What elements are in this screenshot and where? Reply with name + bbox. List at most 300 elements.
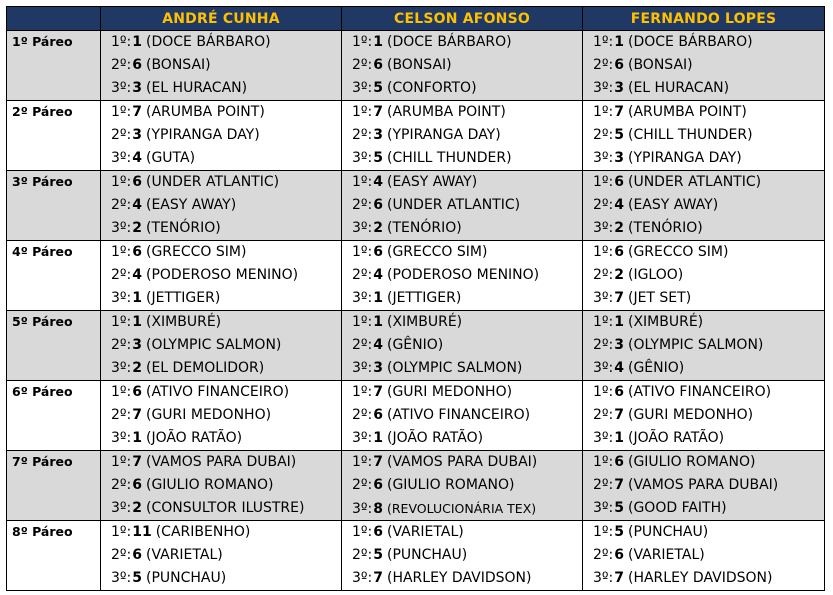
horse-number: 7 — [614, 290, 624, 306]
race-label: 8º Páreo — [7, 521, 101, 591]
race-label: 2º Páreo — [7, 101, 101, 171]
horse-number: 6 — [614, 244, 624, 260]
horse-number: 8 — [373, 501, 383, 517]
horse-number: 5 — [614, 127, 624, 143]
tipster-picks-cell — [342, 311, 583, 381]
header-tipster: CELSON AFONSO — [342, 7, 583, 31]
pick-position: 2º: — [593, 57, 614, 73]
pick-position: 3º: — [352, 220, 373, 236]
pick-position: 3º: — [593, 430, 614, 446]
horse-number: 1 — [373, 290, 383, 306]
horse-number: 5 — [373, 80, 383, 96]
pick-line — [101, 147, 341, 170]
horse-number: 3 — [132, 80, 142, 96]
horse-number: 1 — [614, 314, 624, 330]
horse-name: (GURI MEDONHO) — [145, 407, 272, 423]
pick-line — [101, 427, 341, 450]
horse-name: (JOÃO RATÃO) — [386, 430, 484, 446]
horse-number: 2 — [614, 267, 624, 283]
pick-line — [342, 497, 582, 520]
tipster-picks-cell — [101, 311, 342, 381]
pick-position: 2º: — [352, 547, 373, 563]
pick-line — [583, 497, 824, 520]
pick-position: 1º: — [352, 174, 373, 190]
horse-number: 4 — [132, 197, 142, 213]
pick-line — [583, 404, 824, 427]
horse-number: 1 — [373, 34, 383, 50]
pick-line — [101, 194, 341, 217]
horse-number: 1 — [132, 430, 142, 446]
pick-position: 3º: — [593, 150, 614, 166]
header-row — [7, 7, 825, 31]
pick-position: 1º: — [111, 314, 132, 330]
pick-position: 1º: — [352, 34, 373, 50]
pick-position: 3º: — [111, 430, 132, 446]
horse-number: 2 — [132, 360, 142, 376]
pick-position: 1º: — [593, 104, 614, 120]
horse-number: 3 — [132, 127, 142, 143]
horse-number: 2 — [132, 500, 142, 516]
horse-name: (GRECCO SIM) — [627, 244, 729, 260]
pick-position: 2º: — [352, 407, 373, 423]
pick-line — [101, 474, 341, 497]
pick-line — [342, 521, 582, 544]
header-corner — [7, 7, 101, 31]
header-tipster: FERNANDO LOPES — [583, 7, 825, 31]
horse-number: 6 — [373, 524, 383, 540]
horse-name: (PODEROSO MENINO) — [145, 267, 299, 283]
horse-number: 3 — [132, 337, 142, 353]
pick-position: 3º: — [352, 360, 373, 376]
pick-line — [101, 567, 341, 590]
horse-number: 4 — [614, 360, 624, 376]
horse-number: 4 — [373, 337, 383, 353]
pick-position: 1º: — [593, 174, 614, 190]
horse-number: 6 — [132, 384, 142, 400]
horse-name: (BONSAI) — [145, 57, 211, 73]
horse-number: 1 — [132, 34, 142, 50]
pick-position: 2º: — [593, 197, 614, 213]
tips-table — [6, 6, 825, 591]
horse-name: (ARUMBA POINT) — [145, 104, 265, 120]
pick-position: 3º: — [593, 290, 614, 306]
tipster-picks-cell — [583, 31, 825, 101]
pick-position: 2º: — [111, 57, 132, 73]
pick-position: 2º: — [352, 127, 373, 143]
horse-name: (JET SET) — [627, 290, 692, 306]
horse-number: 4 — [132, 267, 142, 283]
pick-line — [101, 171, 341, 194]
horse-number: 6 — [614, 547, 624, 563]
pick-line — [583, 521, 824, 544]
pick-line — [342, 427, 582, 450]
horse-name: (GRECCO SIM) — [145, 244, 247, 260]
pick-line — [583, 101, 824, 124]
horse-name: (TENÓRIO) — [145, 220, 221, 236]
pick-position: 3º: — [593, 570, 614, 586]
race-label: 1º Páreo — [7, 31, 101, 101]
horse-number: 6 — [132, 244, 142, 260]
pick-position: 3º: — [111, 220, 132, 236]
horse-name: (CHILL THUNDER) — [627, 127, 753, 143]
horse-name: (VAMOS PARA DUBAI) — [386, 454, 538, 470]
race-row — [7, 311, 825, 381]
horse-number: 7 — [132, 454, 142, 470]
race-row — [7, 521, 825, 591]
pick-position: 1º: — [111, 384, 132, 400]
horse-name: (XIMBURÉ) — [386, 314, 463, 330]
horse-name: (UNDER ATLANTIC) — [386, 197, 521, 213]
tipster-picks-cell — [101, 31, 342, 101]
pick-line — [583, 264, 824, 287]
horse-name: (PUNCHAU) — [627, 524, 709, 540]
pick-position: 1º: — [593, 384, 614, 400]
pick-line — [342, 31, 582, 54]
pick-position: 3º: — [111, 80, 132, 96]
horse-number: 7 — [614, 104, 624, 120]
horse-number: 4 — [373, 174, 383, 190]
pick-line — [342, 357, 582, 380]
horse-number: 1 — [132, 314, 142, 330]
tipster-picks-cell — [342, 101, 583, 171]
pick-line — [101, 404, 341, 427]
horse-name: (GURI MEDONHO) — [386, 384, 513, 400]
race-label: 4º Páreo — [7, 241, 101, 311]
pick-line — [342, 264, 582, 287]
pick-position: 1º: — [111, 34, 132, 50]
horse-number: 4 — [132, 150, 142, 166]
horse-number: 1 — [614, 430, 624, 446]
horse-number: 1 — [132, 290, 142, 306]
tipster-picks-cell — [101, 101, 342, 171]
pick-position: 2º: — [593, 547, 614, 563]
pick-position: 2º: — [111, 547, 132, 563]
pick-line — [583, 194, 824, 217]
horse-name: (GIULIO ROMANO) — [386, 477, 515, 493]
horse-name: (XIMBURÉ) — [627, 314, 704, 330]
horse-number: 6 — [373, 244, 383, 260]
horse-name: (CHILL THUNDER) — [386, 150, 512, 166]
pick-line — [101, 357, 341, 380]
pick-position: 1º: — [111, 104, 132, 120]
horse-name: (HARLEY DAVIDSON) — [386, 570, 532, 586]
pick-line — [101, 77, 341, 100]
horse-number: 7 — [132, 407, 142, 423]
pick-line — [583, 147, 824, 170]
pick-position: 1º: — [352, 244, 373, 260]
race-row — [7, 101, 825, 171]
pick-position: 1º: — [593, 524, 614, 540]
horse-name: (VARIETAL) — [386, 524, 464, 540]
tipster-picks-cell — [583, 101, 825, 171]
pick-line — [342, 544, 582, 567]
pick-line — [583, 474, 824, 497]
pick-line — [583, 427, 824, 450]
tipster-picks-cell — [101, 241, 342, 311]
pick-position: 1º: — [111, 454, 132, 470]
horse-name: (GOOD FAITH) — [627, 500, 727, 516]
pick-line — [101, 287, 341, 310]
pick-line — [101, 521, 341, 544]
horse-name: (TENÓRIO) — [386, 220, 462, 236]
horse-number: 6 — [614, 174, 624, 190]
tipster-picks-cell — [101, 521, 342, 591]
pick-line — [342, 567, 582, 590]
pick-line — [342, 311, 582, 334]
pick-line — [342, 217, 582, 240]
horse-name: (EASY AWAY) — [627, 197, 719, 213]
pick-position: 2º: — [593, 337, 614, 353]
horse-number: 6 — [373, 197, 383, 213]
horse-name: (GRECCO SIM) — [386, 244, 488, 260]
pick-line — [342, 451, 582, 474]
pick-position: 3º: — [593, 500, 614, 516]
tipster-picks-cell — [583, 451, 825, 521]
pick-line — [583, 334, 824, 357]
horse-number: 1 — [614, 34, 624, 50]
pick-line — [342, 171, 582, 194]
pick-line — [101, 217, 341, 240]
horse-number: 4 — [614, 197, 624, 213]
tipster-picks-cell — [583, 521, 825, 591]
horse-number: 3 — [614, 337, 624, 353]
pick-line — [342, 124, 582, 147]
horse-number: 4 — [373, 267, 383, 283]
horse-number: 2 — [132, 220, 142, 236]
pick-position: 1º: — [352, 454, 373, 470]
pick-position: 2º: — [111, 267, 132, 283]
horse-name: (HARLEY DAVIDSON) — [627, 570, 773, 586]
pick-line — [342, 101, 582, 124]
pick-position: 1º: — [111, 244, 132, 260]
horse-name: (VAMOS PARA DUBAI) — [145, 454, 297, 470]
pick-line — [101, 241, 341, 264]
horse-name: (PODEROSO MENINO) — [386, 267, 540, 283]
horse-number: 1 — [373, 314, 383, 330]
race-row — [7, 171, 825, 241]
horse-name: (GURI MEDONHO) — [627, 407, 754, 423]
pick-position: 2º: — [111, 477, 132, 493]
horse-name: (GIULIO ROMANO) — [145, 477, 274, 493]
pick-line — [583, 171, 824, 194]
horse-name: (JETTIGER) — [145, 290, 221, 306]
pick-line — [583, 217, 824, 240]
horse-name: (GÊNIO) — [386, 337, 444, 353]
horse-name: (DOCE BÁRBARO) — [145, 34, 271, 50]
pick-line — [101, 124, 341, 147]
tipster-picks-cell — [101, 381, 342, 451]
horse-number: 7 — [614, 570, 624, 586]
pick-line — [101, 54, 341, 77]
pick-line — [583, 31, 824, 54]
pick-line — [342, 474, 582, 497]
horse-name: (ATIVO FINANCEIRO) — [627, 384, 772, 400]
horse-name: (CONFORTO) — [386, 80, 477, 96]
pick-line — [583, 381, 824, 404]
pick-position: 1º: — [352, 104, 373, 120]
pick-line — [583, 287, 824, 310]
horse-name: (YPIRANGA DAY) — [145, 127, 260, 143]
horse-name: (ATIVO FINANCEIRO) — [386, 407, 531, 423]
horse-number: 7 — [373, 384, 383, 400]
pick-position: 3º: — [111, 360, 132, 376]
pick-position: 1º: — [593, 454, 614, 470]
pick-position: 3º: — [352, 290, 373, 306]
horse-number: 5 — [373, 547, 383, 563]
pick-position: 1º: — [352, 384, 373, 400]
pick-position: 2º: — [111, 407, 132, 423]
pick-position: 2º: — [593, 127, 614, 143]
race-label: 5º Páreo — [7, 311, 101, 381]
pick-position: 1º: — [352, 314, 373, 330]
tipster-picks-cell — [342, 381, 583, 451]
horse-number: 3 — [373, 360, 383, 376]
horse-number: 6 — [614, 384, 624, 400]
pick-position: 3º: — [111, 150, 132, 166]
tipster-picks-cell — [342, 31, 583, 101]
horse-name: (ARUMBA POINT) — [386, 104, 506, 120]
race-row — [7, 31, 825, 101]
tipster-picks-cell — [342, 521, 583, 591]
pick-line — [101, 264, 341, 287]
horse-name: (JETTIGER) — [386, 290, 462, 306]
horse-number: 3 — [614, 150, 624, 166]
horse-name: (OLYMPIC SALMON) — [627, 337, 764, 353]
pick-line — [342, 241, 582, 264]
race-row — [7, 241, 825, 311]
pick-position: 2º: — [352, 197, 373, 213]
pick-position: 2º: — [111, 197, 132, 213]
horse-number: 5 — [373, 150, 383, 166]
race-row — [7, 451, 825, 521]
horse-name: (JOÃO RATÃO) — [145, 430, 243, 446]
horse-number: 2 — [614, 220, 624, 236]
pick-line — [342, 194, 582, 217]
tipster-picks-cell — [583, 311, 825, 381]
pick-position: 2º: — [352, 57, 373, 73]
horse-name: (CONSULTOR ILUSTRE) — [145, 500, 305, 516]
pick-line — [583, 77, 824, 100]
horse-name: (CARIBENHO) — [155, 524, 251, 540]
horse-number: 6 — [373, 407, 383, 423]
pick-position: 3º: — [111, 290, 132, 306]
pick-line — [342, 334, 582, 357]
tipster-picks-cell — [342, 171, 583, 241]
horse-number: 5 — [614, 500, 624, 516]
horse-name: (BONSAI) — [627, 57, 693, 73]
pick-position: 1º: — [593, 34, 614, 50]
pick-position: 1º: — [352, 524, 373, 540]
horse-number: 5 — [614, 524, 624, 540]
pick-position: 3º: — [593, 220, 614, 236]
horse-name: (IGLOO) — [627, 267, 684, 283]
pick-position: 3º: — [352, 150, 373, 166]
tipster-picks-cell — [101, 171, 342, 241]
pick-position: 2º: — [111, 127, 132, 143]
header-tipster: ANDRÉ CUNHA — [101, 7, 342, 31]
horse-number: 6 — [373, 477, 383, 493]
horse-number: 6 — [373, 57, 383, 73]
horse-name: (EL DEMOLIDOR) — [145, 360, 265, 376]
pick-line — [583, 311, 824, 334]
horse-name: (GIULIO ROMANO) — [627, 454, 756, 470]
tipster-picks-cell — [583, 241, 825, 311]
horse-name: (EL HURACAN) — [145, 80, 248, 96]
horse-name: (VAMOS PARA DUBAI) — [627, 477, 779, 493]
pick-position: 3º: — [111, 500, 132, 516]
horse-number: 3 — [373, 127, 383, 143]
pick-line — [342, 77, 582, 100]
pick-line — [583, 54, 824, 77]
pick-position: 2º: — [352, 267, 373, 283]
horse-number: 7 — [132, 104, 142, 120]
horse-number: 11 — [132, 524, 152, 540]
horse-name: (BONSAI) — [386, 57, 452, 73]
horse-name: (PUNCHAU) — [145, 570, 227, 586]
horse-name: (VARIETAL) — [627, 547, 705, 563]
horse-name: (EASY AWAY) — [145, 197, 237, 213]
horse-name: (GUTA) — [145, 150, 196, 166]
horse-name: (REVOLUCIONÁRIA TEX) — [386, 501, 537, 516]
pick-line — [101, 544, 341, 567]
pick-position: 2º: — [352, 477, 373, 493]
horse-name: (UNDER ATLANTIC) — [145, 174, 280, 190]
pick-line — [101, 31, 341, 54]
pick-position: 2º: — [593, 477, 614, 493]
horse-number: 7 — [614, 477, 624, 493]
tipster-picks-cell — [583, 171, 825, 241]
tipster-picks-cell — [342, 451, 583, 521]
horse-name: (TENÓRIO) — [627, 220, 703, 236]
pick-line — [342, 147, 582, 170]
pick-line — [101, 334, 341, 357]
horse-name: (GÊNIO) — [627, 360, 685, 376]
pick-line — [583, 357, 824, 380]
horse-number: 1 — [373, 430, 383, 446]
pick-line — [342, 381, 582, 404]
pick-line — [342, 404, 582, 427]
horse-name: (JOÃO RATÃO) — [627, 430, 725, 446]
pick-position: 1º: — [111, 524, 132, 540]
pick-line — [583, 544, 824, 567]
pick-line — [583, 124, 824, 147]
pick-position: 3º: — [111, 570, 132, 586]
pick-position: 3º: — [352, 501, 373, 517]
horse-number: 7 — [373, 104, 383, 120]
horse-number: 7 — [373, 570, 383, 586]
horse-number: 6 — [132, 477, 142, 493]
horse-name: (VARIETAL) — [145, 547, 223, 563]
pick-position: 2º: — [593, 407, 614, 423]
horse-name: (ATIVO FINANCEIRO) — [145, 384, 290, 400]
pick-position: 3º: — [352, 570, 373, 586]
horse-name: (DOCE BÁRBARO) — [627, 34, 753, 50]
horse-name: (ARUMBA POINT) — [627, 104, 747, 120]
pick-position: 2º: — [352, 337, 373, 353]
horse-number: 7 — [373, 454, 383, 470]
pick-line — [583, 241, 824, 264]
pick-line — [101, 101, 341, 124]
horse-number: 6 — [614, 57, 624, 73]
horse-number: 6 — [132, 174, 142, 190]
race-label: 6º Páreo — [7, 381, 101, 451]
horse-name: (PUNCHAU) — [386, 547, 468, 563]
pick-position: 3º: — [593, 360, 614, 376]
horse-name: (YPIRANGA DAY) — [386, 127, 501, 143]
tipster-picks-cell — [583, 381, 825, 451]
horse-name: (YPIRANGA DAY) — [627, 150, 742, 166]
horse-name: (EL HURACAN) — [627, 80, 730, 96]
